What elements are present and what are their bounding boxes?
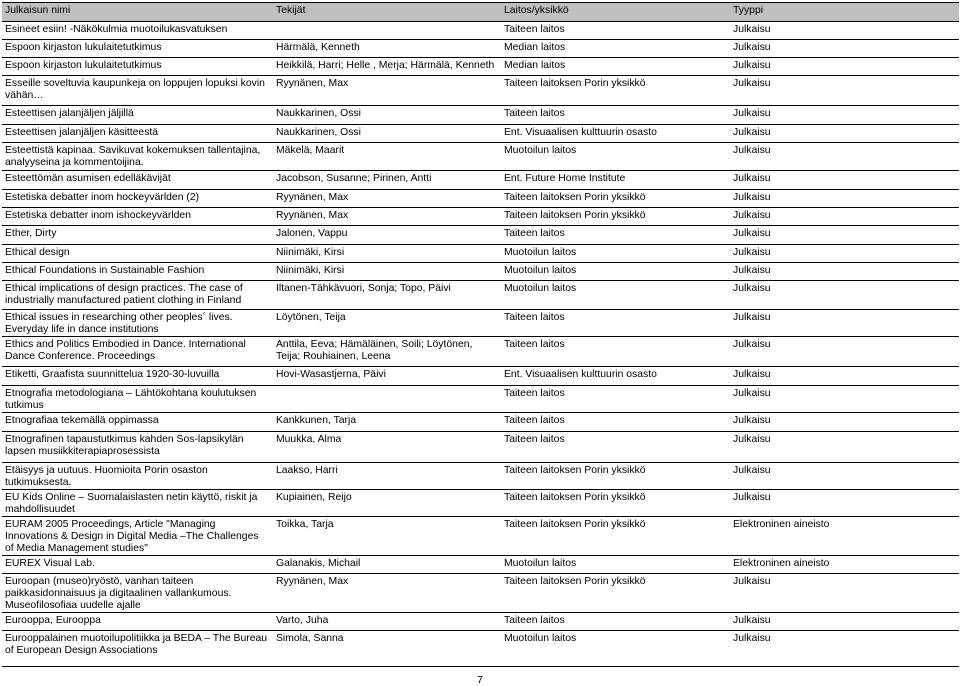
- cell-type: Julkaisu: [730, 125, 959, 143]
- cell-title: Ethical implications of design practices. The case of industrially manufactured patient clothing in Finland: [2, 281, 273, 310]
- cell-type: Julkaisu: [730, 143, 959, 171]
- table-row: [2, 171, 959, 190]
- cell-type: Julkaisu: [730, 22, 959, 40]
- header-type: Tyyppi: [730, 3, 959, 22]
- cell-type: Julkaisu: [730, 226, 959, 245]
- table-row: [2, 76, 959, 106]
- cell-title: EUREX Visual Lab.: [2, 556, 273, 574]
- cell-unit: Ent. Future Home Institute: [501, 171, 730, 190]
- cell-unit: Taiteen laitos: [501, 432, 730, 463]
- cell-title: Etiketti, Graafista suunnittelua 1920-30-luvuilla: [2, 367, 273, 386]
- table-row: [2, 337, 959, 367]
- cell-type: Julkaisu: [730, 432, 959, 463]
- cell-type: Julkaisu: [730, 76, 959, 106]
- cell-unit: Muotoilun laitos: [501, 143, 730, 171]
- cell-type: Julkaisu: [730, 463, 959, 490]
- cell-type: Elektroninen aineisto: [730, 517, 959, 556]
- cell-title: Euroopan (museo)ryöstö, vanhan taiteen paikkasidonnaisuus ja digitaalinen vallankumous. Museofilosofiaa uudelle ajalle: [2, 574, 273, 613]
- cell-authors: Naukkarinen, Ossi: [273, 125, 501, 143]
- cell-authors: Ryynänen, Max: [273, 574, 501, 613]
- table-row: [2, 22, 959, 40]
- cell-unit: Muotoilun laitos: [501, 556, 730, 574]
- cell-type: Julkaisu: [730, 190, 959, 208]
- table-row: [2, 517, 959, 556]
- cell-authors: Kupiainen, Reijo: [273, 490, 501, 517]
- table-row: [2, 574, 959, 613]
- cell-title: Etnografia metodologiana – Lähtökohtana koulutuksen tutkimus: [2, 386, 273, 413]
- cell-unit: Ent. Visuaalisen kulttuurin osasto: [501, 367, 730, 386]
- table-row: [2, 556, 959, 574]
- cell-unit: Taiteen laitoksen Porin yksikkö: [501, 208, 730, 226]
- header-unit: Laitos/yksikkö: [501, 3, 730, 22]
- cell-authors: Laakso, Harri: [273, 463, 501, 490]
- table-row: [2, 631, 959, 667]
- cell-authors: [273, 386, 501, 413]
- cell-unit: Taiteen laitos: [501, 22, 730, 40]
- cell-title: Ethical design: [2, 245, 273, 263]
- cell-authors: Ryynänen, Max: [273, 76, 501, 106]
- cell-unit: Taiteen laitoksen Porin yksikkö: [501, 463, 730, 490]
- cell-type: Julkaisu: [730, 613, 959, 631]
- cell-title: Esteettistä kapinaa. Savikuvat kokemuksen tallentajina, analyyseina ja kommentoijina.: [2, 143, 273, 171]
- cell-unit: Taiteen laitos: [501, 226, 730, 245]
- cell-unit: Median laitos: [501, 40, 730, 58]
- page-number: 7: [477, 674, 483, 686]
- table-row: [2, 490, 959, 517]
- table-header-row: [2, 3, 959, 22]
- table-row: [2, 281, 959, 310]
- cell-authors: Kankkunen, Tarja: [273, 413, 501, 432]
- cell-authors: Simola, Sanna: [273, 631, 501, 667]
- cell-type: Julkaisu: [730, 208, 959, 226]
- cell-type: Julkaisu: [730, 490, 959, 517]
- table-row: [2, 245, 959, 263]
- cell-unit: Muotoilun laitos: [501, 245, 730, 263]
- cell-unit: Taiteen laitoksen Porin yksikkö: [501, 190, 730, 208]
- cell-unit: Taiteen laitos: [501, 337, 730, 367]
- cell-title: Ethics and Politics Embodied in Dance. International Dance Conference. Proceedings: [2, 337, 273, 367]
- cell-unit: Taiteen laitoksen Porin yksikkö: [501, 490, 730, 517]
- cell-unit: Muotoilun laitos: [501, 631, 730, 667]
- table-row: [2, 208, 959, 226]
- cell-type: Julkaisu: [730, 40, 959, 58]
- table-row: [2, 310, 959, 337]
- cell-title: Espoon kirjaston lukulaitetutkimus: [2, 58, 273, 76]
- cell-authors: Heikkilä, Harri; Helle , Merja; Härmälä, Kenneth: [273, 58, 501, 76]
- cell-type: Elektroninen aineisto: [730, 556, 959, 574]
- cell-title: EU Kids Online – Suomalaislasten netin käyttö, riskit ja mahdollisuudet: [2, 490, 273, 517]
- cell-authors: Jacobson, Susanne; Pirinen, Antti: [273, 171, 501, 190]
- cell-authors: Muukka, Alma: [273, 432, 501, 463]
- cell-unit: Taiteen laitos: [501, 613, 730, 631]
- cell-unit: Median laitos: [501, 58, 730, 76]
- cell-type: Julkaisu: [730, 245, 959, 263]
- cell-type: Julkaisu: [730, 171, 959, 190]
- cell-authors: Härmälä, Kenneth: [273, 40, 501, 58]
- header-title: Julkaisun nimi: [2, 3, 273, 22]
- cell-authors: Hovi-Wasastjerna, Päivi: [273, 367, 501, 386]
- cell-type: Julkaisu: [730, 413, 959, 432]
- table-row: [2, 386, 959, 413]
- cell-title: Esteettisen jalanjäljen jäljillä: [2, 106, 273, 125]
- cell-title: Eurooppa, Eurooppa: [2, 613, 273, 631]
- cell-type: Julkaisu: [730, 367, 959, 386]
- cell-title: Estetiska debatter inom hockeyvärlden (2): [2, 190, 273, 208]
- cell-type: Julkaisu: [730, 263, 959, 281]
- cell-title: Etnografinen tapaustutkimus kahden Sos-lapsikylän lapsen musiikkiterapiaprosessista: [2, 432, 273, 463]
- table-row: [2, 432, 959, 463]
- cell-authors: Iltanen-Tähkävuori, Sonja; Topo, Päivi: [273, 281, 501, 310]
- cell-authors: Toikka, Tarja: [273, 517, 501, 556]
- cell-title: Esseille soveltuvia kaupunkeja on loppujen lopuksi kovin vähän…: [2, 76, 273, 106]
- cell-title: Esineet esiin! -Näkökulmia muotoilukasvatuksen: [2, 22, 273, 40]
- cell-type: Julkaisu: [730, 574, 959, 613]
- table-row: [2, 190, 959, 208]
- cell-title: Esteettisen jalanjäljen käsitteestä: [2, 125, 273, 143]
- cell-title: Eurooppalainen muotoilupolitiikka ja BEDA – The Bureau of European Design Associations: [2, 631, 273, 667]
- table-row: [2, 106, 959, 125]
- table-row: [2, 613, 959, 631]
- cell-unit: Muotoilun laitos: [501, 281, 730, 310]
- cell-type: Julkaisu: [730, 631, 959, 667]
- cell-authors: Niinimäki, Kirsi: [273, 245, 501, 263]
- table-body: [2, 22, 959, 667]
- cell-unit: Taiteen laitos: [501, 106, 730, 125]
- cell-title: Ethical Foundations in Sustainable Fashion: [2, 263, 273, 281]
- cell-unit: Muotoilun laitos: [501, 263, 730, 281]
- cell-authors: Ryynänen, Max: [273, 190, 501, 208]
- table-row: [2, 58, 959, 76]
- cell-authors: Niinimäki, Kirsi: [273, 263, 501, 281]
- cell-type: Julkaisu: [730, 310, 959, 337]
- cell-title: Espoon kirjaston lukulaitetutkimus: [2, 40, 273, 58]
- table-row: [2, 226, 959, 245]
- table-row: [2, 463, 959, 490]
- table-row: [2, 40, 959, 58]
- cell-authors: Varto, Juha: [273, 613, 501, 631]
- cell-authors: Anttila, Eeva; Hämäläinen, Soili; Löytönen, Teija; Rouhiainen, Leena: [273, 337, 501, 367]
- cell-unit: Taiteen laitos: [501, 413, 730, 432]
- cell-authors: Ryynänen, Max: [273, 208, 501, 226]
- cell-unit: Taiteen laitoksen Porin yksikkö: [501, 76, 730, 106]
- cell-title: Estetiska debatter inom ishockeyvärlden: [2, 208, 273, 226]
- cell-authors: Mäkelä, Maarit: [273, 143, 501, 171]
- table-row: [2, 263, 959, 281]
- cell-unit: Taiteen laitos: [501, 310, 730, 337]
- cell-unit: Taiteen laitos: [501, 386, 730, 413]
- cell-authors: [273, 22, 501, 40]
- publications-table: [2, 2, 959, 667]
- cell-authors: Naukkarinen, Ossi: [273, 106, 501, 125]
- table-row: [2, 125, 959, 143]
- cell-title: Ether, Dirty: [2, 226, 273, 245]
- table-row: [2, 413, 959, 432]
- cell-type: Julkaisu: [730, 281, 959, 310]
- cell-title: Etäisyys ja uutuus. Huomioita Porin osaston tutkimuksesta.: [2, 463, 273, 490]
- cell-type: Julkaisu: [730, 337, 959, 367]
- table-row: [2, 143, 959, 171]
- cell-unit: Taiteen laitoksen Porin yksikkö: [501, 574, 730, 613]
- cell-title: Esteettömän asumisen edelläkävijät: [2, 171, 273, 190]
- cell-title: Etnografiaa tekemällä oppimassa: [2, 413, 273, 432]
- cell-title: EURAM 2005 Proceedings, Article "Managing Innovations & Design in Digital Media –The Challenges of Media Management studies": [2, 517, 273, 556]
- cell-unit: Taiteen laitoksen Porin yksikkö: [501, 517, 730, 556]
- table-row: [2, 367, 959, 386]
- cell-type: Julkaisu: [730, 58, 959, 76]
- cell-type: Julkaisu: [730, 386, 959, 413]
- cell-title: Ethical issues in researching other peoples´ lives. Everyday life in dance institutions: [2, 310, 273, 337]
- cell-type: Julkaisu: [730, 106, 959, 125]
- cell-authors: Löytönen, Teija: [273, 310, 501, 337]
- cell-authors: Jalonen, Vappu: [273, 226, 501, 245]
- header-authors: Tekijät: [273, 3, 501, 22]
- cell-unit: Ent. Visuaalisen kulttuurin osasto: [501, 125, 730, 143]
- cell-authors: Galanakis, Michail: [273, 556, 501, 574]
